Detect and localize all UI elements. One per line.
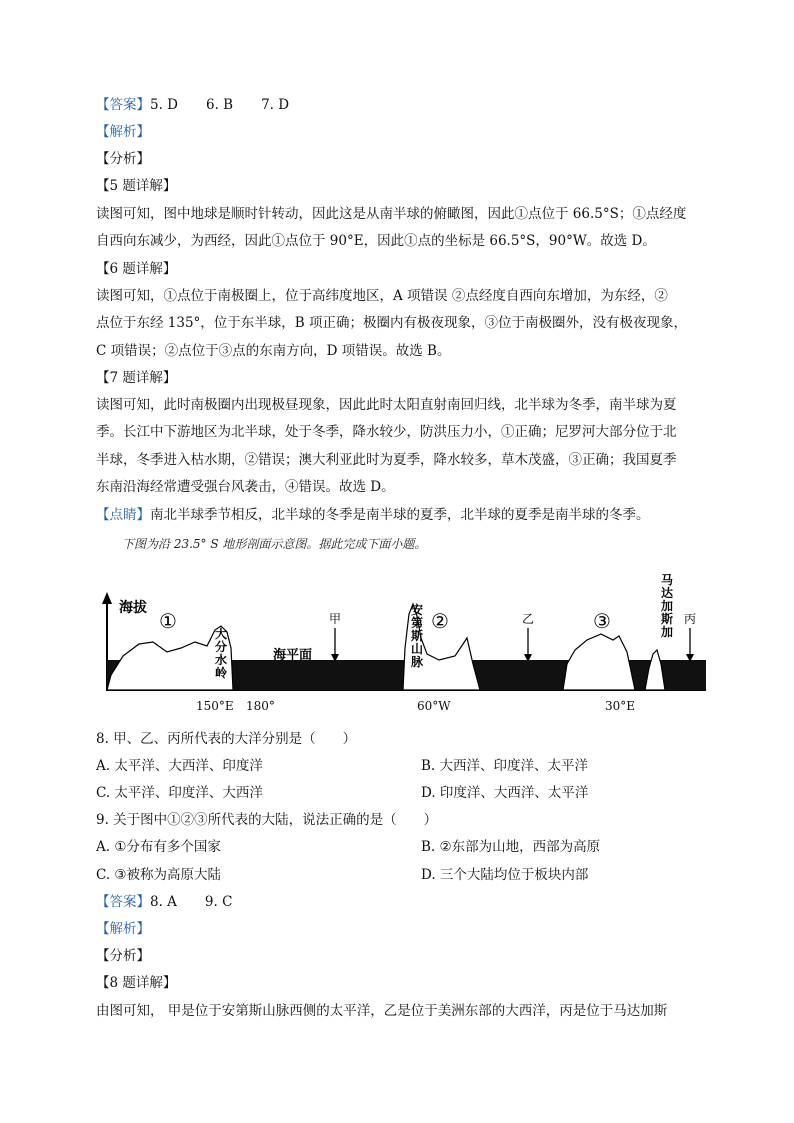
q5-text-line: 自西向东减少，为西经，因此①点位于 90°E，因此①点的坐标是 66.5°S，90°W。故选 D。 bbox=[96, 233, 656, 249]
q8-option-b: B. 大西洋、印度洋、太平洋 bbox=[421, 758, 589, 774]
q6-tag: 【6 题详解】 bbox=[96, 261, 177, 277]
q9-stem: 9. 关于图中①②③所代表的大陆，说法正确的是（ ） bbox=[96, 812, 438, 828]
q6-text-line: C 项错误；②点位于③点的东南方向，D 项错误。故选 B。 bbox=[96, 343, 451, 359]
y-axis-label: 海拔 bbox=[119, 600, 147, 616]
answer-item: 7. D bbox=[261, 97, 290, 113]
continent-label-1: ① bbox=[159, 609, 177, 633]
range-label-madagascar: 马达加斯加 bbox=[661, 573, 674, 639]
q8-tag: 【8 题详解】 bbox=[96, 975, 177, 991]
longitude-label: 150°E bbox=[196, 699, 234, 713]
q7-text-line: 东南沿海经常遭受强台风袭击，④错误。故选 D。 bbox=[96, 479, 395, 495]
q7-tag: 【7 题详解】 bbox=[96, 370, 177, 386]
q9-option-c: C. ③被称为高原大陆 bbox=[96, 867, 222, 883]
q5-tag: 【5 题详解】 bbox=[96, 178, 177, 194]
q8-text-line: 由图可知， 甲是位于安第斯山脉西侧的太平洋，乙是位于美洲东部的大西洋，丙是位于马达加斯 bbox=[96, 1003, 668, 1019]
longitude-label: 180° bbox=[246, 699, 275, 713]
q6-text-line: 点位于东经 135°，位于东半球，B 项正确；极圈内有极夜现象，③位于南极圈外，没有极夜现象， bbox=[96, 315, 688, 331]
q7-text-line: 季。长江中下游地区为北半球，处于冬季，降水较少，防洪压力小，①正确；尼罗河大部分位于北 bbox=[96, 424, 677, 440]
longitude-label: 60°W bbox=[417, 699, 451, 713]
range-label-andes: 安第斯山脉 bbox=[411, 603, 424, 669]
q9-option-a: A. ①分布有多个国家 bbox=[96, 839, 221, 855]
q8-option-a: A. 太平洋、大西洋、印度洋 bbox=[96, 758, 263, 774]
fenxi-tag: 【分析】 bbox=[96, 151, 150, 167]
q7-text-line: 半球，冬季进入枯水期，②错误；澳大利亚此时为夏季，降水较多，草木茂盛，③正确；我国夏季 bbox=[96, 452, 677, 468]
answer-item: 5. D bbox=[150, 97, 178, 113]
q8-option-d: D. 印度洋、大西洋、太平洋 bbox=[421, 785, 589, 801]
dianjing-line bbox=[96, 506, 706, 524]
range-label-great-dividing: 大分水岭 bbox=[215, 627, 228, 680]
continent-label-2: ② bbox=[431, 609, 449, 633]
ocean-label-yi: 乙 bbox=[522, 612, 535, 626]
answer-item: 8. A bbox=[150, 894, 177, 910]
continent-label-3: ③ bbox=[593, 609, 611, 633]
q9-option-d: D. 三个大陆均位于板块内部 bbox=[421, 867, 589, 883]
answer-tag: 【答案】 bbox=[96, 97, 150, 113]
dianjing-tag: 【点睛】 bbox=[96, 507, 150, 523]
answer-line-2 bbox=[96, 893, 706, 911]
y-axis-arrow bbox=[102, 592, 112, 604]
sea-level-label: 海平面 bbox=[273, 648, 313, 663]
longitude-label: 30°E bbox=[605, 699, 636, 713]
figure-caption: 下图为沿 23.5° S 地形剖面示意图。据此完成下面小题。 bbox=[122, 537, 427, 551]
q9-option-b: B. ②东部为山地，西部为高原 bbox=[421, 839, 601, 855]
answer-item: 9. C bbox=[204, 894, 233, 910]
jiexi-tag: 【解析】 bbox=[96, 921, 150, 937]
q5-text-line: 读图可知，图中地球是顺时针转动，因此这是从南半球的俯瞰图，因此①点位于 66.5°S；①点经度 bbox=[96, 206, 687, 222]
fenxi-tag: 【分析】 bbox=[96, 948, 150, 964]
dianjing-text: 南北半球季节相反，北半球的冬季是南半球的夏季，北半球的夏季是南半球的冬季。 bbox=[150, 507, 650, 523]
terrain-profile-figure bbox=[95, 568, 715, 713]
answer-tag: 【答案】 bbox=[96, 894, 150, 910]
ocean-label-jia: 甲 bbox=[329, 612, 342, 626]
answer-item: 6. B bbox=[206, 97, 234, 113]
q8-stem: 8. 甲、乙、丙所代表的大洋分别是（ ） bbox=[96, 731, 357, 747]
q8-option-c: C. 太平洋、印度洋、大西洋 bbox=[96, 785, 263, 801]
ocean-label-bing: 丙 bbox=[684, 612, 697, 626]
continent-africa bbox=[563, 634, 635, 690]
answer-line bbox=[96, 96, 706, 114]
q7-text-line: 读图可知，此时南极圈内出现极昼现象，因此此时太阳直射南回归线，北半球为冬季，南半球为夏 bbox=[96, 397, 677, 413]
q6-text-line: 读图可知，①点位于南极圈上，位于高纬度地区，A 项错误 ②点经度自西向东增加，为东经，② bbox=[96, 288, 668, 304]
jiexi-tag: 【解析】 bbox=[96, 124, 150, 140]
